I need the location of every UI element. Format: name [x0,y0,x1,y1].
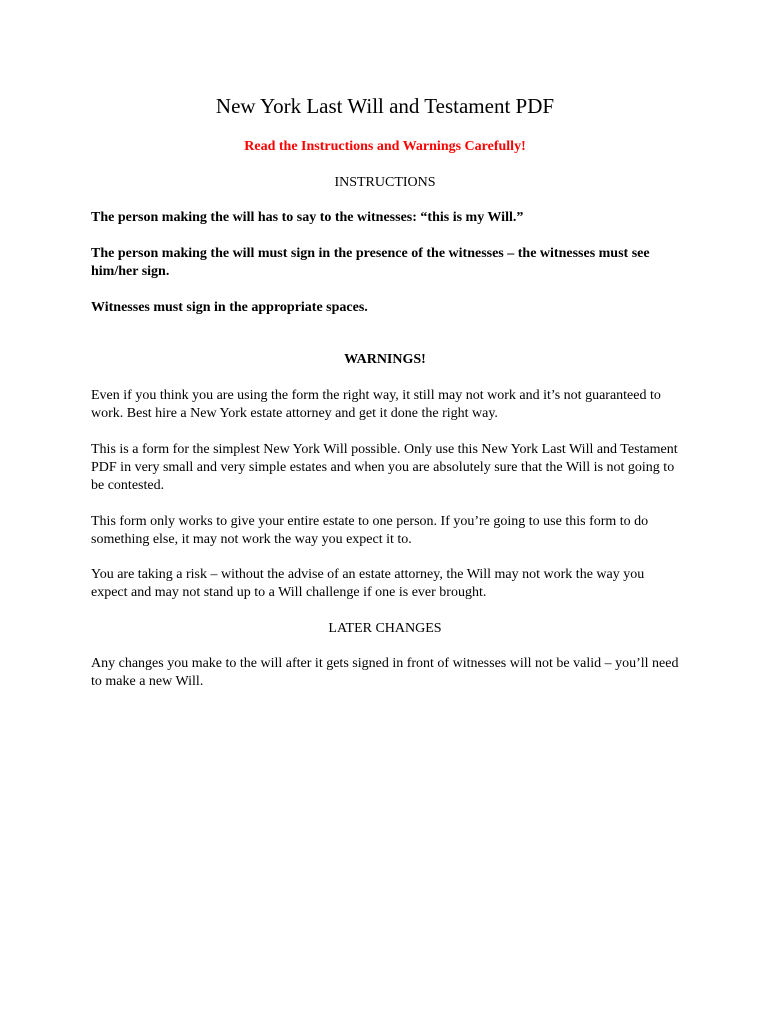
instruction-paragraph: The person making the will must sign in the presence of the witnesses – the witnesses must see him/her sign. [91,246,650,279]
instructions-heading: INSTRUCTIONS [334,175,436,190]
instruction-paragraph: The person making the will has to say to the witnesses: “this is my Will.” [91,210,524,225]
warnings-heading: WARNINGS! [344,352,426,367]
warning-paragraph: This is a form for the simplest New York Will possible. Only use this New York Last Will and Testament PDF in very small and very simple estates and when you are absolutely sure that the Will is not going to be contested. [91,442,678,493]
warning-paragraph: This form only works to give your entire estate to one person. If you’re going to use this form to do something else, it may not work the way you expect it to. [91,514,649,547]
later-changes-paragraph: Any changes you make to the will after it gets signed in front of witnesses will not be valid – you’ll need to make a new Will. [91,656,679,689]
later-changes-heading: LATER CHANGES [328,621,442,636]
warning-subtitle: Read the Instructions and Warnings Carefully! [244,139,526,154]
instruction-paragraph: Witnesses must sign in the appropriate spaces. [91,300,368,315]
warning-paragraph: Even if you think you are using the form the right way, it still may not work and it’s not guaranteed to work. Best hire a New York estate attorney and get it done the right way. [91,388,661,421]
warning-paragraph: You are taking a risk – without the advise of an estate attorney, the Will may not work the way you expect and may not stand up to a Will challenge if one is ever brought. [91,567,645,600]
document-title: New York Last Will and Testament PDF [215,94,555,118]
